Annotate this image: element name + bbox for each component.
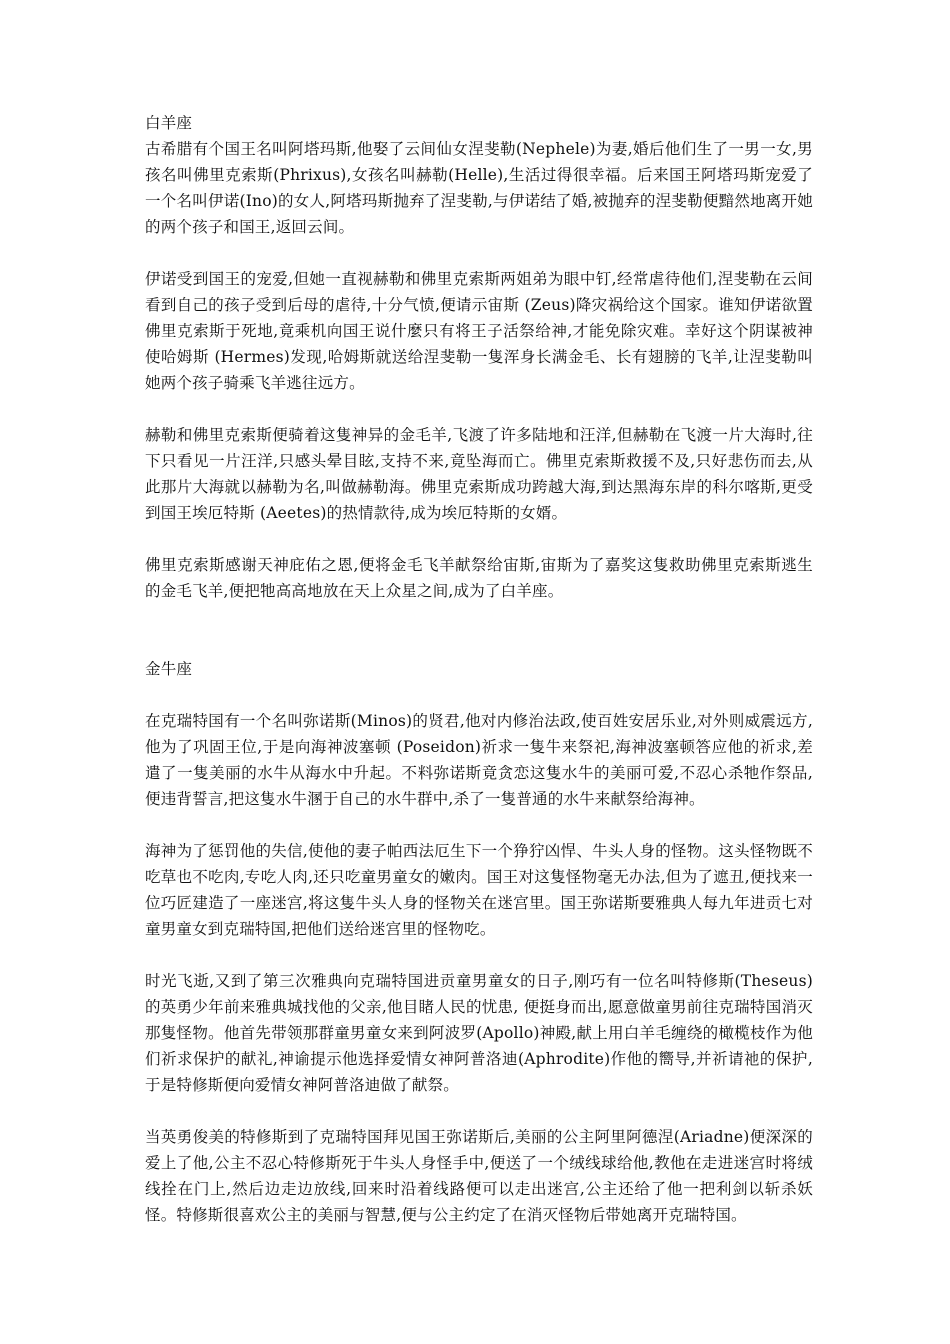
paragraph: 佛里克索斯感谢天神庇佑之恩,便将金毛飞羊献祭给宙斯,宙斯为了嘉奖这隻救助佛里克索斯逃生的金毛飞羊,便把牠高高地放在天上众星之间,成为了白羊座。 <box>145 556 813 600</box>
paragraph: 时光飞逝,又到了第三次雅典向克瑞特国进贡童男童女的日子,刚巧有一位名叫特修斯(Theseus)的英勇少年前来雅典城找他的父亲,他目睹人民的忧患, 便挺身而出,愿意做童男前往克瑞特国消灭那隻怪物。他首先带领那群童男童女来到阿波罗(Apollo)神殿,献上用白羊毛缠绕的橄榄枝作为他们祈求保护的献礼,神谕提示他选择爱情女神阿普洛迪(Aphrodite)作他的嚮导,并祈请祂的保护,于是特修斯便向爱情女神阿普洛迪做了献祭。 <box>145 972 813 1094</box>
section-spacer <box>145 630 813 656</box>
paragraph: 在克瑞特国有一个名叫弥诺斯(Minos)的贤君,他对内修治法政,使百姓安居乐业,对外则威震远方,他为了巩固王位,于是向海神波塞顿 (Poseidon)祈求一隻牛来祭祀,海神波塞顿答应他的祈求,差遣了一隻美丽的水牛从海水中升起。不料弥诺斯竟贪恋这隻水牛的美丽可爱,不忍心杀牠作祭品,便违背誓言,把这隻水牛溷于自己的水牛群中,杀了一隻普通的水牛来献祭给海神。 <box>145 712 813 808</box>
section-title-taurus: 金牛座 <box>145 660 193 678</box>
section-title-aries: 白羊座 <box>145 114 193 132</box>
paragraph: 赫勒和佛里克索斯便骑着这隻神异的金毛羊,飞渡了许多陆地和汪洋,但赫勒在飞渡一片大海时,往下只看见一片汪洋,只感头晕目眩,支持不来,竟坠海而亡。佛里克索斯救援不及,只好悲伤而去,从此那片大海就以赫勒为名,叫做赫勒海。佛里克索斯成功跨越大海,到达黑海东岸的科尔喀斯,更受到国王埃厄特斯 (Aeetes)的热情款待,成为埃厄特斯的女婿。 <box>145 426 813 522</box>
paragraph: 当英勇俊美的特修斯到了克瑞特国拜见国王弥诺斯后,美丽的公主阿里阿德涅(Ariadne)便深深的爱上了他,公主不忍心特修斯死于牛头人身怪手中,便送了一个绒线球给他,教他在走进迷宫时将绒线拴在门上,然后边走边放线,回来时沿着线路便可以走出迷宫,公主还给了他一把利剑以斩杀妖怪。特修斯很喜欢公主的美丽与智慧,便与公主约定了在消灭怪物后带她离开克瑞特国。 <box>145 1128 813 1224</box>
title-gap <box>145 682 813 708</box>
paragraph: 古希腊有个国王名叫阿塔玛斯,他娶了云间仙女涅斐勒(Nephele)为妻,婚后他们生了一男一女,男孩名叫佛里克索斯(Phrixus),女孩名叫赫勒(Helle),生活过得很幸福。后来国王阿塔玛斯宠爱了一个名叫伊诺(Ino)的女人,阿塔玛斯抛弃了涅斐勒,与伊诺结了婚,被抛弃的涅斐勒便黯然地离开她的两个孩子和国王,返回云间。 <box>145 140 813 236</box>
paragraph: 伊诺受到国王的宠爱,但她一直视赫勒和佛里克索斯两姐弟为眼中钉,经常虐待他们,涅斐勒在云间看到自己的孩子受到后母的虐待,十分气愤,便请示宙斯 (Zeus)降灾祸给这个国家。谁知伊诺欲置佛里克索斯于死地,竟乘机向国王说什麼只有将王子活祭给神,才能免除灾难。幸好这个阴谋被神使哈姆斯 (Hermes)发现,哈姆斯就送给涅斐勒一隻浑身长满金毛、长有翅膀的飞羊,让涅斐勒叫她两个孩子骑乘飞羊逃往远方。 <box>145 270 813 392</box>
document-page <box>145 110 813 1254</box>
paragraph: 海神为了惩罚他的失信,使他的妻子帕西法厄生下一个狰狞凶悍、牛头人身的怪物。这头怪物既不吃草也不吃肉,专吃人肉,还只吃童男童女的嫩肉。国王对这隻怪物毫无办法,但为了遮丑,便找来一位巧匠建造了一座迷宫,将这隻牛头人身的怪物关在迷宫里。国王弥诺斯要雅典人每九年进贡七对童男童女到克瑞特国,把他们送给迷宫里的怪物吃。 <box>145 842 813 938</box>
